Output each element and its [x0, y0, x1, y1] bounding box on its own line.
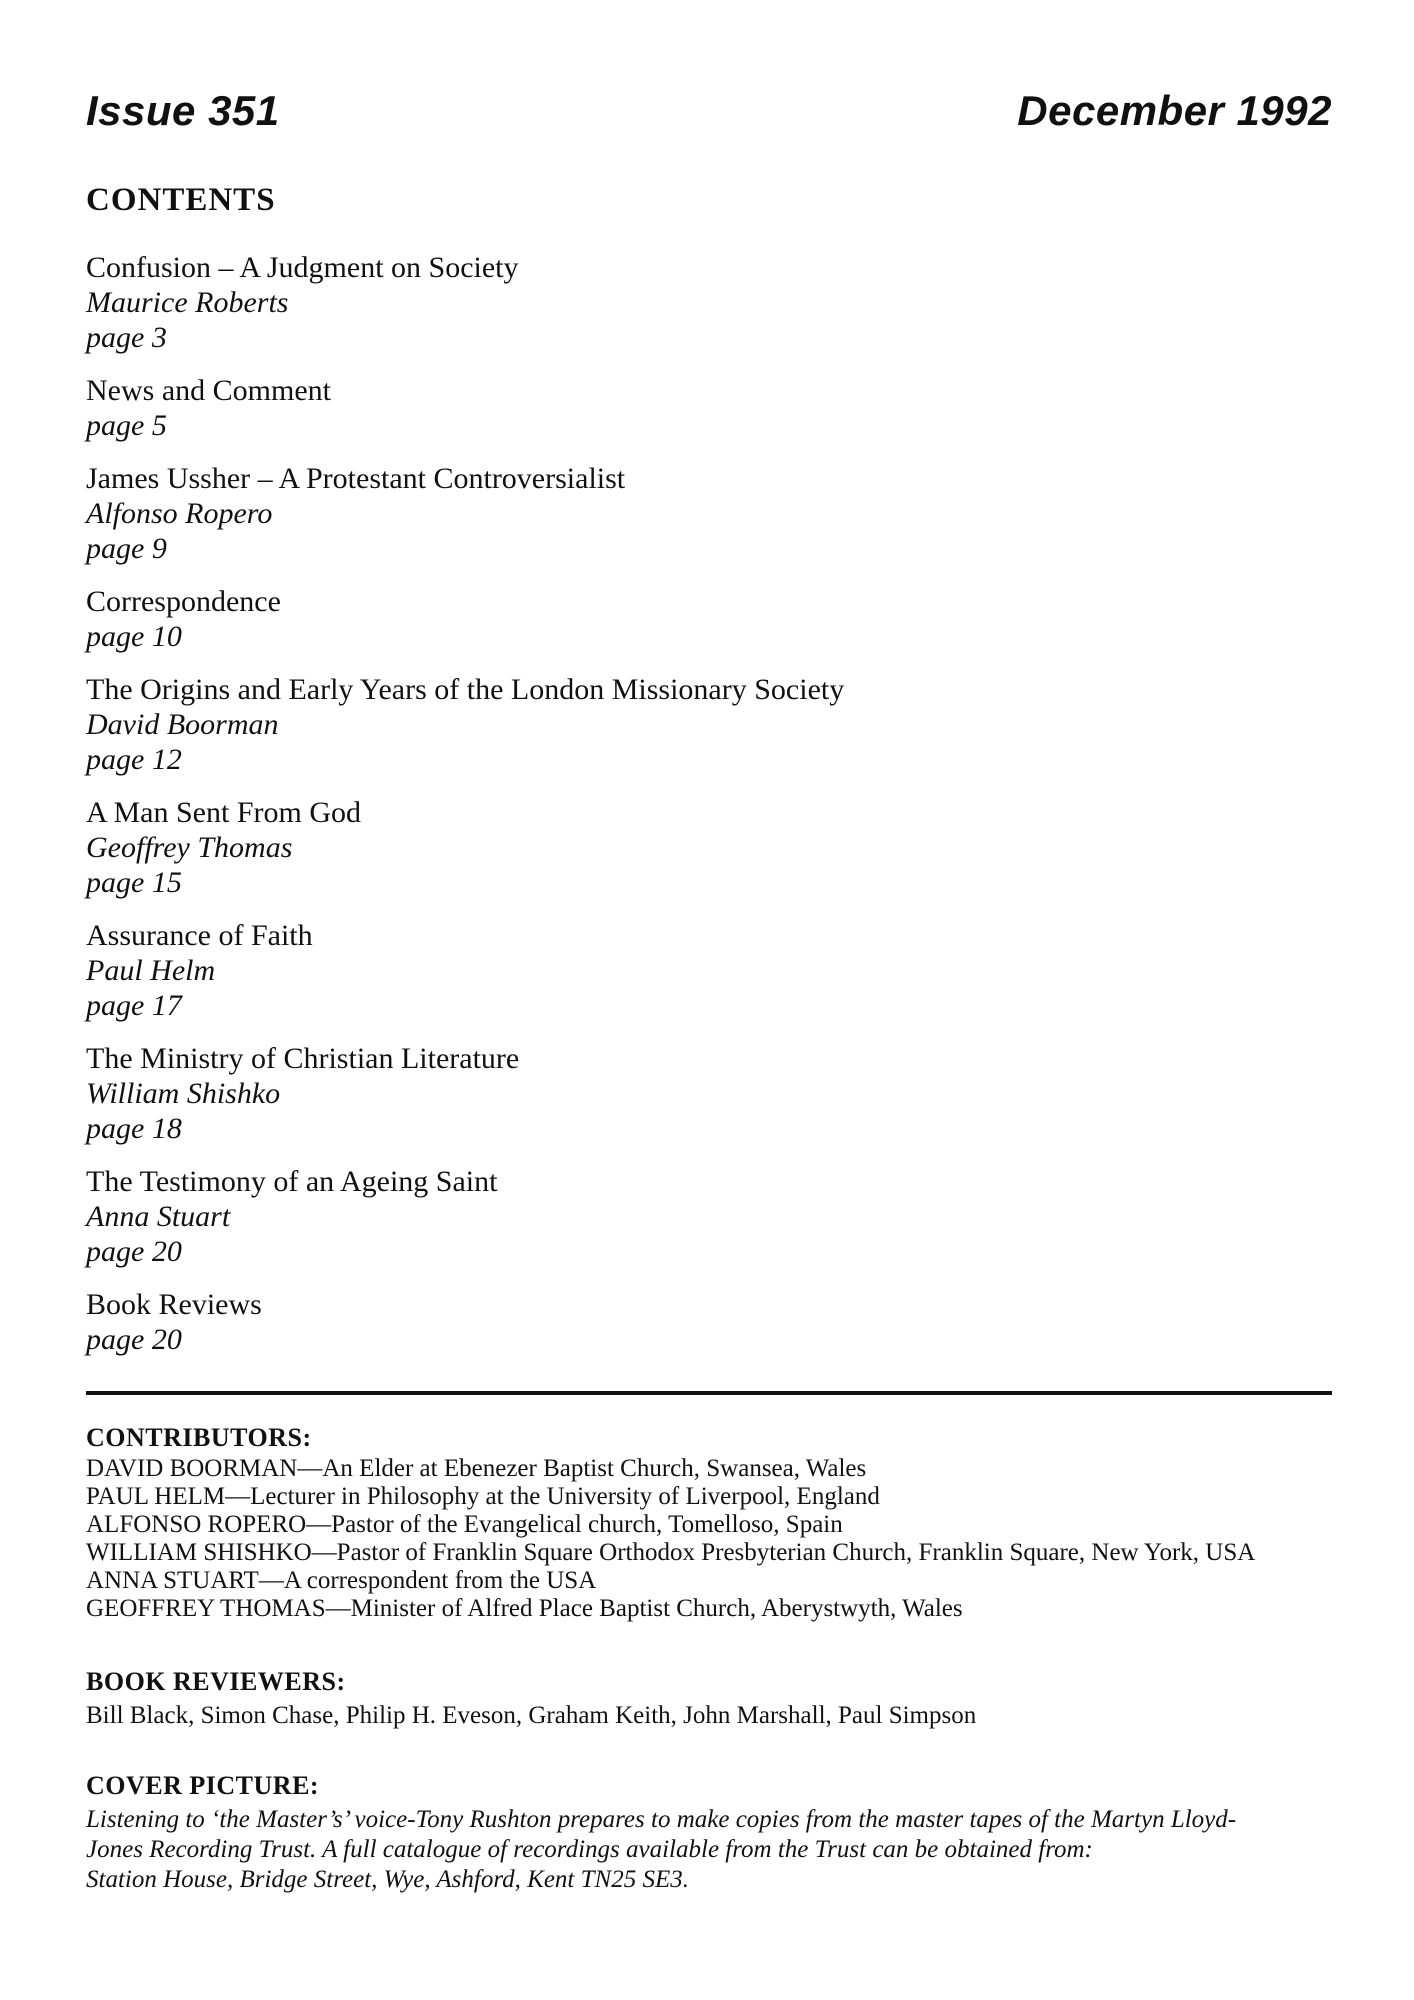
toc-entry	[86, 1041, 1332, 1146]
article-page-number: page 20	[86, 1323, 182, 1356]
toc-entry	[86, 461, 1332, 566]
article-author: Alfonso Ropero	[86, 497, 273, 530]
masthead	[86, 88, 1332, 134]
article-page-number: page 20	[86, 1235, 182, 1268]
contributor-line: DAVID BOORMAN—An Elder at Ebenezer Baptist Church, Swansea, Wales	[86, 1455, 867, 1482]
toc-entry	[86, 918, 1332, 1023]
cover-caption-line: Listening to ‘the Master’s’ voice-Tony Rushton prepares to make copies from the master tapes of the Martyn Lloyd-	[86, 1806, 1237, 1833]
article-title: James Ussher – A Protestant Controversialist	[86, 462, 626, 495]
contributor-line: GEOFFREY THOMAS—Minister of Alfred Place Baptist Church, Aberystwyth, Wales	[86, 1595, 963, 1622]
toc-entry	[86, 672, 1332, 777]
contributor-line: WILLIAM SHISHKO—Pastor of Franklin Square Orthodox Presbyterian Church, Franklin Square, New York, USA	[86, 1539, 1256, 1566]
article-page-number: page 5	[86, 409, 167, 442]
section-divider	[86, 1391, 1332, 1395]
article-page-number: page 18	[86, 1112, 182, 1145]
article-title: The Origins and Early Years of the London Missionary Society	[86, 673, 845, 706]
contributors-list	[86, 1455, 1332, 1623]
toc-entry	[86, 1287, 1332, 1357]
cover-caption-line: Jones Recording Trust. A full catalogue of recordings available from the Trust can be obtained from:	[86, 1836, 1093, 1863]
issue-number: Issue 351	[86, 87, 280, 134]
toc-entry	[86, 373, 1332, 443]
toc-entry	[86, 250, 1332, 355]
cover-picture-caption	[86, 1805, 1332, 1895]
toc-entry	[86, 795, 1332, 900]
toc-list	[86, 250, 1332, 1357]
article-page-number: page 15	[86, 866, 182, 899]
article-page-number: page 12	[86, 743, 182, 776]
article-title: Book Reviews	[86, 1288, 262, 1321]
contributor-line: ANNA STUART—A correspondent from the USA	[86, 1567, 597, 1594]
article-page-number: page 17	[86, 989, 182, 1022]
book-reviewers-heading: BOOK REVIEWERS:	[86, 1667, 346, 1696]
book-reviewers-names: Bill Black, Simon Chase, Philip H. Eveson, Graham Keith, John Marshall, Paul Simpson	[86, 1702, 977, 1729]
article-title: News and Comment	[86, 374, 331, 407]
article-author: Geoffrey Thomas	[86, 831, 293, 864]
article-page-number: page 3	[86, 321, 167, 354]
article-author: Anna Stuart	[86, 1200, 231, 1233]
contributor-line: PAUL HELM—Lecturer in Philosophy at the University of Liverpool, England	[86, 1483, 880, 1510]
article-author: Paul Helm	[86, 954, 216, 987]
cover-caption-line: Station House, Bridge Street, Wye, Ashford, Kent TN25 SE3.	[86, 1866, 689, 1893]
article-title: The Ministry of Christian Literature	[86, 1042, 520, 1075]
cover-picture-heading: COVER PICTURE:	[86, 1771, 320, 1800]
article-title: Assurance of Faith	[86, 919, 313, 952]
issue-date: December 1992	[1017, 87, 1332, 134]
contributor-line: ALFONSO ROPERO—Pastor of the Evangelical church, Tomelloso, Spain	[86, 1511, 843, 1538]
article-title: Correspondence	[86, 585, 281, 618]
article-author: David Boorman	[86, 708, 279, 741]
article-title: The Testimony of an Ageing Saint	[86, 1165, 498, 1198]
article-author: William Shishko	[86, 1077, 281, 1110]
article-title: A Man Sent From God	[86, 796, 362, 829]
article-author: Maurice Roberts	[86, 286, 289, 319]
article-page-number: page 9	[86, 532, 167, 565]
article-title: Confusion – A Judgment on Society	[86, 251, 519, 284]
contributors-heading: CONTRIBUTORS:	[86, 1423, 312, 1452]
toc-entry	[86, 1164, 1332, 1269]
contents-heading: CONTENTS	[86, 182, 276, 218]
article-page-number: page 10	[86, 620, 182, 653]
toc-entry	[86, 584, 1332, 654]
